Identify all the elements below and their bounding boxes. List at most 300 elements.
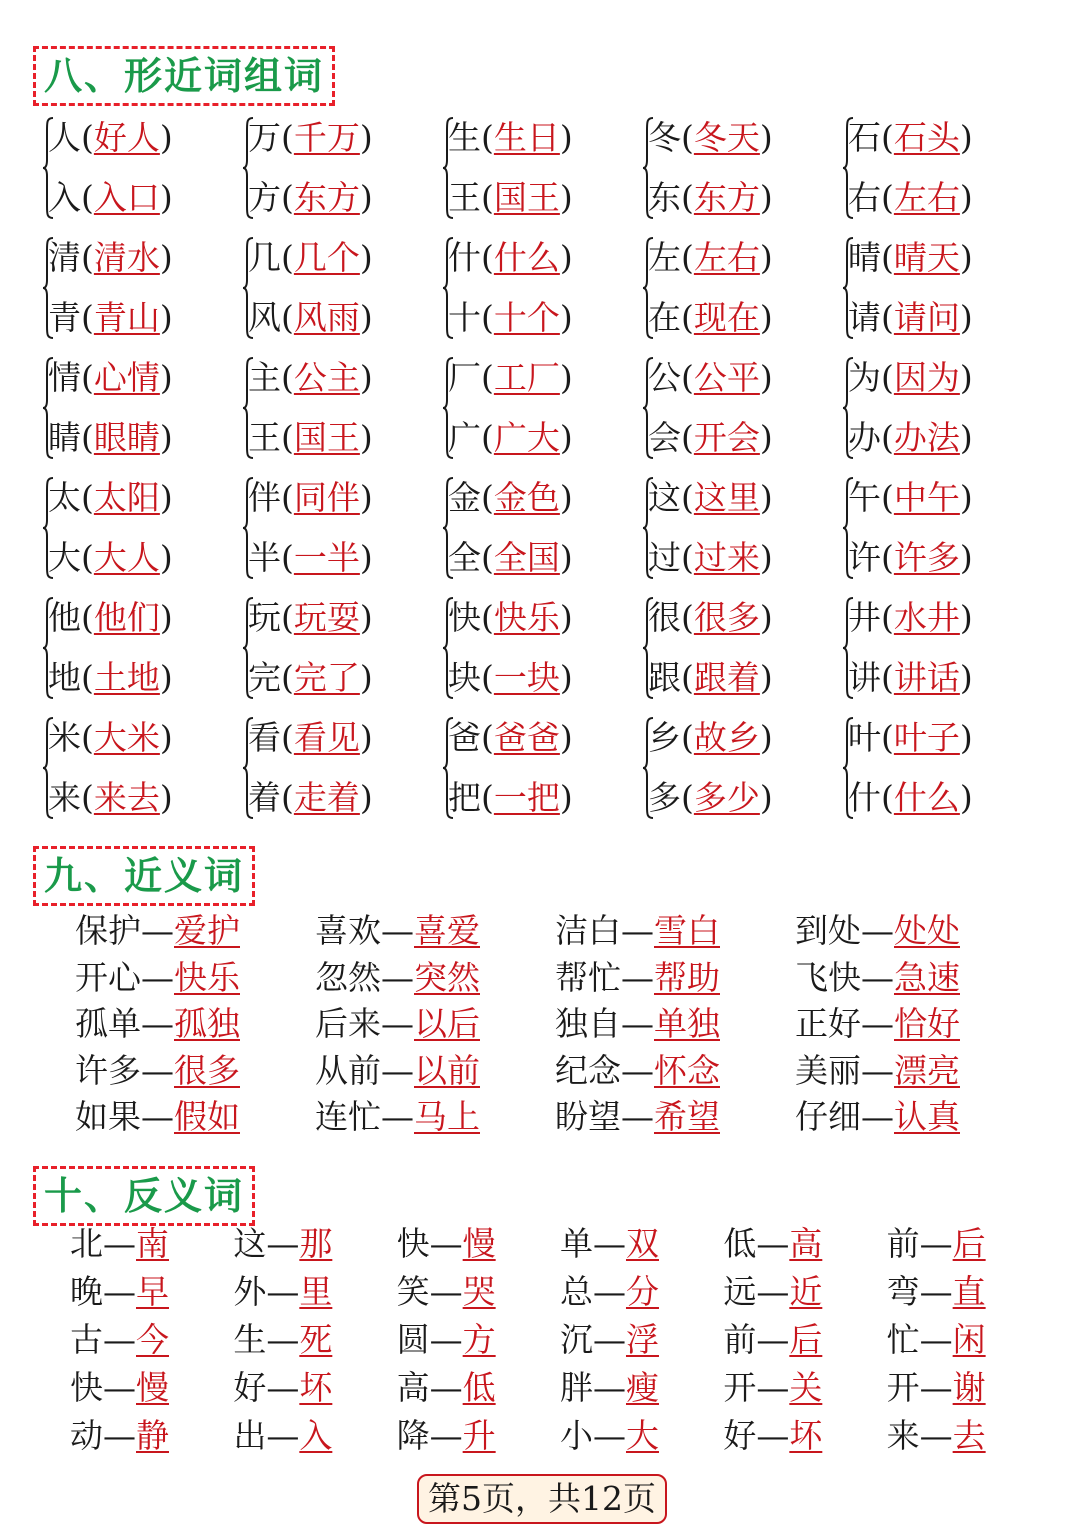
- antonym-pair: [887, 1316, 1050, 1364]
- answer-word: 快乐: [493, 598, 560, 637]
- word-line: 王(国王): [448, 178, 573, 217]
- synonym-row: [75, 955, 1035, 1002]
- word: 好—: [233, 1368, 300, 1407]
- word-group: [838, 348, 1038, 468]
- synonym-pair: [795, 1001, 1035, 1048]
- base-char: 很: [648, 598, 681, 637]
- antonym-pair: [397, 1268, 560, 1316]
- base-char: 伴: [248, 478, 281, 517]
- word-line: 人(好人): [48, 118, 173, 157]
- answer-word: 土地: [93, 658, 160, 697]
- synonym-pair: [555, 1094, 795, 1141]
- antonym-answer: 升: [462, 1416, 496, 1455]
- synonym-pair: [795, 1048, 1035, 1095]
- word-line: 把(一把): [448, 778, 573, 817]
- answer-word: 工厂: [493, 358, 560, 397]
- base-char: 叶: [848, 718, 881, 757]
- synonym-pair: [315, 1048, 555, 1095]
- word-group: [238, 708, 438, 828]
- word-group: [38, 228, 238, 348]
- word-line: 这(这里): [648, 478, 773, 517]
- antonym-answer: 坏: [789, 1416, 823, 1455]
- answer-word: 国王: [493, 178, 560, 217]
- antonym-answer: 闲: [952, 1320, 986, 1359]
- word-group: [838, 228, 1038, 348]
- antonym-pair: [70, 1364, 233, 1412]
- word-line: 看(看见): [248, 718, 373, 757]
- word-line: 请(请问): [848, 298, 973, 337]
- synonym-answer: 帮助: [654, 957, 720, 997]
- word-group: [638, 708, 838, 828]
- word-group: [38, 468, 238, 588]
- page-number-badge: 第5页，共12页: [417, 1474, 667, 1524]
- word-line: 清(清水): [48, 238, 173, 277]
- antonym-pair: [397, 1364, 560, 1412]
- antonym-pair: [560, 1220, 723, 1268]
- answer-word: 金色: [493, 478, 560, 517]
- base-char: 什: [448, 238, 481, 277]
- antonym-answer: 今: [136, 1320, 169, 1359]
- antonym-answer: 后: [789, 1320, 823, 1359]
- word-line: 在(现在): [648, 298, 773, 337]
- word: 生—: [233, 1320, 300, 1359]
- word: 弯—: [886, 1272, 953, 1311]
- synonym-pair: [795, 955, 1035, 1002]
- answer-word: 过来: [693, 538, 760, 577]
- antonym-answer: 瘦: [625, 1368, 659, 1407]
- word-group: [238, 108, 438, 228]
- base-char: 金: [448, 478, 481, 517]
- word: 飞快—: [795, 957, 894, 997]
- answer-word: 太阳: [93, 478, 160, 517]
- word-line: 叶(叶子): [848, 718, 973, 757]
- synonym-row: [75, 908, 1035, 955]
- word-line: 万(千万): [248, 118, 373, 157]
- synonym-answer: 假如: [174, 1097, 240, 1136]
- answer-word: 左右: [693, 238, 760, 277]
- antonym-answer: 入: [299, 1416, 333, 1455]
- word-line: 全(全国): [448, 538, 573, 577]
- word-group: [238, 468, 438, 588]
- antonym-pair: [723, 1412, 886, 1460]
- antonym-pair: [70, 1316, 233, 1364]
- synonym-pair: [555, 955, 795, 1002]
- word-group: [438, 588, 638, 708]
- word-group: [638, 588, 838, 708]
- base-char: 讲: [848, 658, 881, 697]
- antonym-answer: 死: [299, 1320, 333, 1359]
- antonym-pair: [723, 1316, 886, 1364]
- word-line: 完(完了): [248, 658, 373, 697]
- antonym-answer: 慢: [136, 1368, 169, 1407]
- word-line: 过(过来): [648, 538, 773, 577]
- base-char: 井: [848, 598, 881, 637]
- word: 快—: [396, 1224, 463, 1263]
- word-line: 快(快乐): [448, 598, 573, 637]
- word-line: 多(多少): [648, 778, 773, 817]
- word-line: 午(中午): [848, 478, 973, 517]
- word-group: [38, 108, 238, 228]
- word: 远—: [723, 1272, 790, 1311]
- base-char: 右: [848, 178, 881, 217]
- word: 前—: [886, 1224, 953, 1263]
- answer-word: 生日: [493, 118, 560, 157]
- base-char: 会: [648, 418, 681, 457]
- answer-word: 千万: [293, 118, 360, 157]
- answer-word: 他们: [93, 598, 160, 637]
- word-line: 半(一半): [248, 538, 373, 577]
- word: 盼望—: [555, 1097, 654, 1136]
- word: 开—: [886, 1368, 953, 1407]
- antonym-answer: 高: [789, 1224, 823, 1263]
- antonym-pair: [560, 1364, 723, 1412]
- word-line: 青(青山): [48, 298, 173, 337]
- antonym-pair: [233, 1364, 396, 1412]
- antonym-pair: [233, 1220, 396, 1268]
- word-group: [238, 588, 438, 708]
- answer-word: 办法: [893, 418, 960, 457]
- synonym-pair: [795, 1094, 1035, 1141]
- antonym-answer: 静: [136, 1416, 169, 1455]
- word: 开心—: [75, 957, 174, 997]
- word-group-row: [38, 348, 1038, 468]
- word-line: 米(大米): [48, 718, 173, 757]
- synonym-answer: 以后: [414, 1004, 480, 1043]
- word: 正好—: [795, 1004, 894, 1043]
- word-line: 生(生日): [448, 118, 573, 157]
- antonym-answer: 大: [625, 1416, 659, 1455]
- word-group-row: [38, 108, 1038, 228]
- antonym-answer: 分: [625, 1272, 659, 1311]
- synonym-pair: [315, 1094, 555, 1141]
- synonym-row: [75, 1048, 1035, 1095]
- word: 笑—: [396, 1272, 463, 1311]
- antonym-answer: 坏: [299, 1368, 333, 1407]
- answer-word: 完了: [293, 658, 360, 697]
- word-line: 什(什么): [448, 238, 573, 277]
- answer-word: 一把: [493, 778, 560, 817]
- word: 小—: [559, 1416, 626, 1455]
- base-char: 几: [248, 238, 281, 277]
- answer-word: 冬天: [693, 118, 760, 157]
- word-line: 右(左右): [848, 178, 973, 217]
- base-char: 着: [248, 778, 281, 817]
- word: 洁白—: [555, 911, 654, 950]
- word-line: 块(一块): [448, 658, 573, 697]
- synonym-pair: [315, 1001, 555, 1048]
- answer-word: 什么: [893, 778, 960, 817]
- word-line: 金(金色): [448, 478, 573, 517]
- base-char: 来: [48, 778, 81, 817]
- antonym-answer: 低: [462, 1368, 496, 1407]
- word-group: [838, 588, 1038, 708]
- word-group: [238, 228, 438, 348]
- word-line: 许(许多): [848, 538, 973, 577]
- base-char: 全: [448, 538, 481, 577]
- word-line: 王(国王): [248, 418, 373, 457]
- word-line: 几(几个): [248, 238, 373, 277]
- word-group-row: [38, 468, 1038, 588]
- answer-word: 一块: [493, 658, 560, 697]
- answer-word: 清水: [93, 238, 160, 277]
- synonym-pair: [315, 955, 555, 1002]
- word-line: 太(太阳): [48, 478, 173, 517]
- word-group: [38, 708, 238, 828]
- antonym-answer: 浮: [625, 1320, 659, 1359]
- antonym-pair: [397, 1412, 560, 1460]
- antonym-pair: [887, 1364, 1050, 1412]
- word-line: 办(办法): [848, 418, 973, 457]
- answer-word: 全国: [493, 538, 560, 577]
- base-char: 这: [648, 478, 681, 517]
- base-char: 多: [648, 778, 681, 817]
- synonym-pair: [315, 908, 555, 955]
- antonym-pair: [723, 1220, 886, 1268]
- synonym-row: [75, 1001, 1035, 1048]
- base-char: 米: [48, 718, 81, 757]
- antonym-answer: 里: [299, 1272, 333, 1311]
- word-group-row: [38, 708, 1038, 828]
- word: 这—: [233, 1224, 300, 1263]
- answer-word: 一半: [293, 538, 360, 577]
- word-line: 东(东方): [648, 178, 773, 217]
- answer-word: 请问: [893, 298, 960, 337]
- synonym-answer: 马上: [414, 1097, 480, 1136]
- answer-word: 同伴: [293, 478, 360, 517]
- word: 许多—: [75, 1050, 174, 1090]
- word-line: 风(风雨): [248, 298, 373, 337]
- synonym-answer: 恰好: [894, 1004, 960, 1043]
- answer-word: 心情: [93, 358, 160, 397]
- word: 独自—: [555, 1004, 654, 1043]
- antonym-pair: [233, 1316, 396, 1364]
- answer-word: 东方: [293, 178, 360, 217]
- answer-word: 爸爸: [493, 718, 560, 757]
- section-8-heading: 八、形近词组词: [33, 46, 335, 106]
- word-group: [438, 468, 638, 588]
- word-line: 公(公平): [648, 358, 773, 397]
- antonym-answer: 近: [789, 1272, 823, 1311]
- word-line: 爸(爸爸): [448, 718, 573, 757]
- word: 古—: [70, 1320, 136, 1359]
- word: 单—: [559, 1224, 626, 1263]
- word-group: [438, 228, 638, 348]
- antonym-pair: [887, 1412, 1050, 1460]
- synonym-pair: [75, 908, 315, 955]
- word-line: 厂(工厂): [448, 358, 573, 397]
- word-line: 睛(眼睛): [48, 418, 173, 457]
- base-char: 生: [448, 118, 481, 157]
- base-char: 王: [448, 178, 481, 217]
- section-9-heading: 九、近义词: [33, 846, 255, 906]
- answer-word: 叶子: [893, 718, 960, 757]
- base-char: 爸: [448, 718, 481, 757]
- word-group-row: [38, 228, 1038, 348]
- word: 前—: [723, 1320, 790, 1359]
- base-char: 冬: [648, 118, 681, 157]
- word-line: 很(很多): [648, 598, 773, 637]
- base-char: 块: [448, 658, 481, 697]
- antonym-pair: [70, 1220, 233, 1268]
- base-char: 左: [648, 238, 681, 277]
- word: 到处—: [795, 911, 894, 950]
- base-char: 王: [248, 418, 281, 457]
- synonym-pair: [555, 1048, 795, 1095]
- word-line: 十(十个): [448, 298, 573, 337]
- antonym-pair: [397, 1316, 560, 1364]
- word-line: 什(什么): [848, 778, 973, 817]
- synonyms-section: [75, 908, 1035, 1141]
- antonym-row: [70, 1220, 1050, 1268]
- base-char: 办: [848, 418, 881, 457]
- base-char: 青: [48, 298, 81, 337]
- base-char: 主: [248, 358, 281, 397]
- word-line: 入(入口): [48, 178, 173, 217]
- answer-word: 左右: [893, 178, 960, 217]
- word-group: [638, 228, 838, 348]
- word: 高—: [396, 1368, 463, 1407]
- antonym-row: [70, 1412, 1050, 1460]
- answer-word: 入口: [93, 178, 160, 217]
- synonym-pair: [75, 1094, 315, 1141]
- answer-word: 现在: [693, 298, 760, 337]
- word-line: 玩(玩耍): [248, 598, 373, 637]
- base-char: 他: [48, 598, 81, 637]
- base-char: 过: [648, 538, 681, 577]
- answer-word: 大米: [93, 718, 160, 757]
- word-group: [38, 588, 238, 708]
- base-char: 东: [648, 178, 681, 217]
- antonym-answer: 直: [952, 1272, 986, 1311]
- answer-word: 几个: [293, 238, 360, 277]
- synonym-answer: 认真: [894, 1097, 960, 1136]
- base-char: 清: [48, 238, 81, 277]
- word: 孤单—: [75, 1004, 174, 1043]
- answer-word: 风雨: [293, 298, 360, 337]
- answer-word: 很多: [693, 598, 760, 637]
- base-char: 请: [848, 298, 881, 337]
- word: 出—: [233, 1416, 300, 1455]
- word: 快—: [70, 1368, 136, 1407]
- antonym-row: [70, 1268, 1050, 1316]
- word: 如果—: [75, 1097, 174, 1136]
- answer-word: 青山: [93, 298, 160, 337]
- word: 外—: [233, 1272, 300, 1311]
- antonym-pair: [723, 1268, 886, 1316]
- base-char: 快: [448, 598, 481, 637]
- synonym-answer: 突然: [414, 957, 480, 997]
- antonym-pair: [70, 1268, 233, 1316]
- answer-word: 中午: [893, 478, 960, 517]
- word: 总—: [559, 1272, 626, 1311]
- word: 从前—: [315, 1050, 414, 1090]
- base-char: 玩: [248, 598, 281, 637]
- antonym-pair: [560, 1316, 723, 1364]
- word-line: 着(走着): [248, 778, 373, 817]
- answer-word: 看见: [293, 718, 360, 757]
- antonym-pair: [887, 1220, 1050, 1268]
- answer-word: 国王: [293, 418, 360, 457]
- word-line: 情(心情): [48, 358, 173, 397]
- word: 连忙—: [315, 1097, 414, 1136]
- answer-word: 十个: [493, 298, 560, 337]
- synonym-answer: 快乐: [174, 957, 240, 997]
- answer-word: 石头: [893, 118, 960, 157]
- word-line: 伴(同伴): [248, 478, 373, 517]
- base-char: 太: [48, 478, 81, 517]
- word: 圆—: [396, 1320, 463, 1359]
- base-char: 人: [48, 118, 81, 157]
- word: 动—: [70, 1416, 136, 1455]
- word: 开—: [723, 1368, 790, 1407]
- antonym-answer: 哭: [462, 1272, 496, 1311]
- antonym-answer: 慢: [462, 1224, 496, 1263]
- answer-word: 好人: [93, 118, 160, 157]
- synonym-answer: 以前: [414, 1050, 480, 1090]
- word: 沉—: [559, 1320, 626, 1359]
- antonym-answer: 去: [952, 1416, 986, 1455]
- answer-word: 走着: [293, 778, 360, 817]
- base-char: 为: [848, 358, 881, 397]
- answer-word: 东方: [693, 178, 760, 217]
- synonym-pair: [555, 1001, 795, 1048]
- synonym-answer: 雪白: [654, 911, 720, 950]
- synonym-pair: [75, 1001, 315, 1048]
- answer-word: 多少: [693, 778, 760, 817]
- word-line: 大(大人): [48, 538, 173, 577]
- word-line: 晴(晴天): [848, 238, 973, 277]
- synonym-pair: [75, 955, 315, 1002]
- word-group: [638, 108, 838, 228]
- antonyms-section: [70, 1220, 1050, 1460]
- base-char: 半: [248, 538, 281, 577]
- word-group: [838, 468, 1038, 588]
- synonym-pair: [75, 1048, 315, 1095]
- synonym-answer: 很多: [174, 1050, 240, 1090]
- answer-word: 这里: [693, 478, 760, 517]
- base-char: 乡: [648, 718, 681, 757]
- section-10-heading: 十、反义词: [33, 1166, 255, 1226]
- answer-word: 公主: [293, 358, 360, 397]
- similar-form-words-section: [38, 108, 1038, 828]
- base-char: 公: [648, 358, 681, 397]
- synonym-answer: 怀念: [654, 1050, 720, 1090]
- word-group: [438, 108, 638, 228]
- word-line: 讲(讲话): [848, 658, 973, 697]
- synonym-answer: 单独: [654, 1004, 720, 1043]
- word: 喜欢—: [315, 911, 414, 950]
- base-char: 午: [848, 478, 881, 517]
- base-char: 风: [248, 298, 281, 337]
- antonym-answer: 双: [625, 1224, 659, 1263]
- synonym-answer: 急速: [894, 957, 960, 997]
- base-char: 看: [248, 718, 281, 757]
- antonym-row: [70, 1316, 1050, 1364]
- word-line: 方(东方): [248, 178, 373, 217]
- word-group: [838, 108, 1038, 228]
- antonym-pair: [233, 1412, 396, 1460]
- answer-word: 玩耍: [293, 598, 360, 637]
- word: 降—: [396, 1416, 463, 1455]
- antonym-answer: 南: [136, 1224, 169, 1263]
- word-line: 跟(跟着): [648, 658, 773, 697]
- antonym-pair: [70, 1412, 233, 1460]
- word-group: [438, 348, 638, 468]
- answer-word: 因为: [893, 358, 960, 397]
- word: 仔细—: [795, 1097, 894, 1136]
- word-line: 会(开会): [648, 418, 773, 457]
- word-line: 为(因为): [848, 358, 973, 397]
